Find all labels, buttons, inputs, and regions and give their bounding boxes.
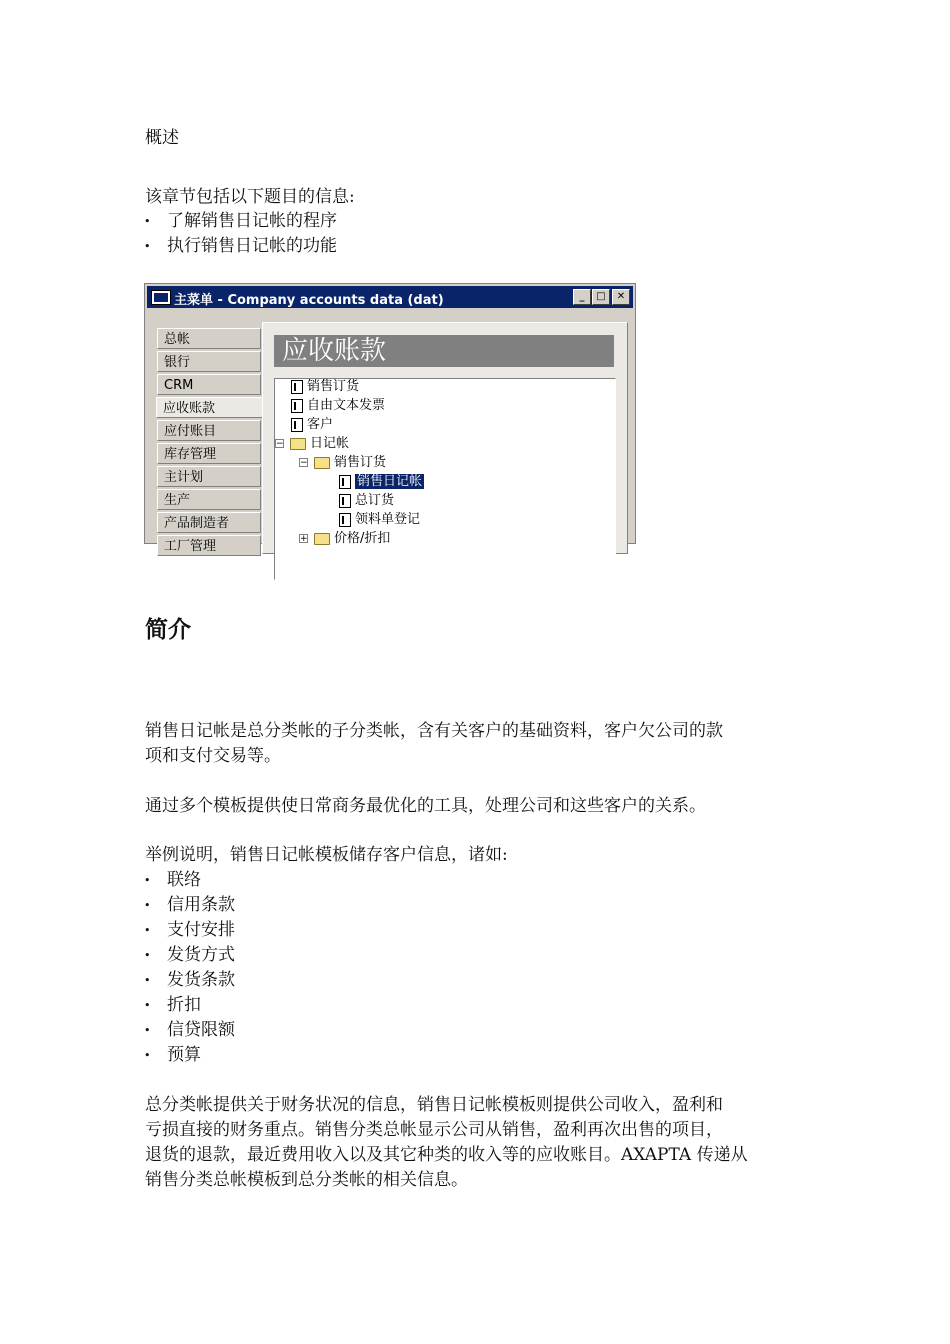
tab-production[interactable]: 生产 (157, 489, 261, 510)
folder-icon (314, 533, 330, 545)
tab-crm[interactable]: CRM (157, 374, 261, 395)
paragraph-line: 销售日记帐是总分类帐的子分类帐，含有关客户的基础资料，客户欠公司的款 (145, 721, 723, 741)
window-titlebar (147, 286, 633, 308)
panel-title: 应收账款 (274, 335, 614, 367)
document-icon (339, 513, 351, 527)
app-window-icon (151, 290, 171, 305)
tree-item[interactable]: 领料单登记 (339, 511, 420, 529)
main-menu-window (144, 283, 636, 554)
paragraph-line: 销售分类总帐模板到总分类帐的相关信息。 (145, 1170, 468, 1190)
section-title: 简介 (145, 616, 191, 643)
tab-accounts-payable[interactable]: 应付账目 (157, 420, 261, 441)
paragraph-line: 亏损直接的财务重点。销售分类总帐显示公司从销售，盈利再次出售的项目， (145, 1120, 723, 1140)
tree-item-selected[interactable]: 销售日记帐 (339, 473, 424, 491)
module-panel (262, 322, 628, 554)
tree-item[interactable]: 自由文本发票 (291, 397, 385, 415)
paragraph: 通过多个模板提供使日常商务最优化的工具，处理公司和这些客户的关系。 (145, 796, 706, 816)
tab-inventory[interactable]: 库存管理 (157, 443, 261, 464)
tab-bank[interactable]: 银行 (157, 351, 261, 372)
tab-general-ledger[interactable]: 总帐 (157, 328, 261, 349)
document-icon (339, 494, 351, 508)
collapse-icon[interactable]: − (276, 439, 284, 449)
folder-icon (290, 438, 306, 450)
tab-master-planning[interactable]: 主计划 (157, 466, 261, 487)
maximize-icon[interactable]: □ (592, 289, 610, 305)
tab-product-builder[interactable]: 产品制造者 (157, 512, 261, 533)
tree-item[interactable]: 销售订货 (291, 378, 359, 396)
minimize-icon[interactable]: _ (573, 289, 591, 305)
collapse-icon[interactable]: − (300, 458, 308, 468)
document-icon (291, 418, 303, 432)
document-icon (291, 399, 303, 413)
overview-heading: 概述 (145, 128, 179, 148)
paragraph: 举例说明，销售日记帐模板储存客户信息，诸如: (145, 845, 508, 865)
intro-sentence: 该章节包括以下题目的信息: (145, 187, 355, 207)
tree-folder[interactable]: − 销售订货 (300, 455, 387, 470)
tree-item[interactable]: 总订货 (339, 492, 394, 510)
tab-shop-floor[interactable]: 工厂管理 (157, 535, 261, 556)
paragraph-line: 总分类帐提供关于财务状况的信息，销售日记帐模板则提供公司收入，盈利和 (145, 1095, 723, 1115)
tab-accounts-receivable[interactable]: 应收账款 (156, 397, 264, 418)
close-icon[interactable]: ✕ (612, 289, 630, 305)
menu-tree (274, 378, 616, 580)
tree-item[interactable]: 客户 (291, 416, 333, 434)
tree-folder[interactable]: − 日记帐 (276, 436, 350, 451)
window-title: 主菜单 - Company accounts data (dat) (174, 293, 444, 308)
expand-icon[interactable]: + (300, 534, 308, 544)
document-icon (291, 380, 303, 394)
tree-folder[interactable]: + 价格/折扣 (300, 531, 391, 546)
folder-icon (314, 457, 330, 469)
paragraph-line: 退货的退款，最近费用收入以及其它种类的收入等的应收账目。AXAPTA 传递从 (145, 1145, 748, 1165)
paragraph-line: 项和支付交易等。 (145, 746, 281, 766)
document-icon (339, 475, 351, 489)
